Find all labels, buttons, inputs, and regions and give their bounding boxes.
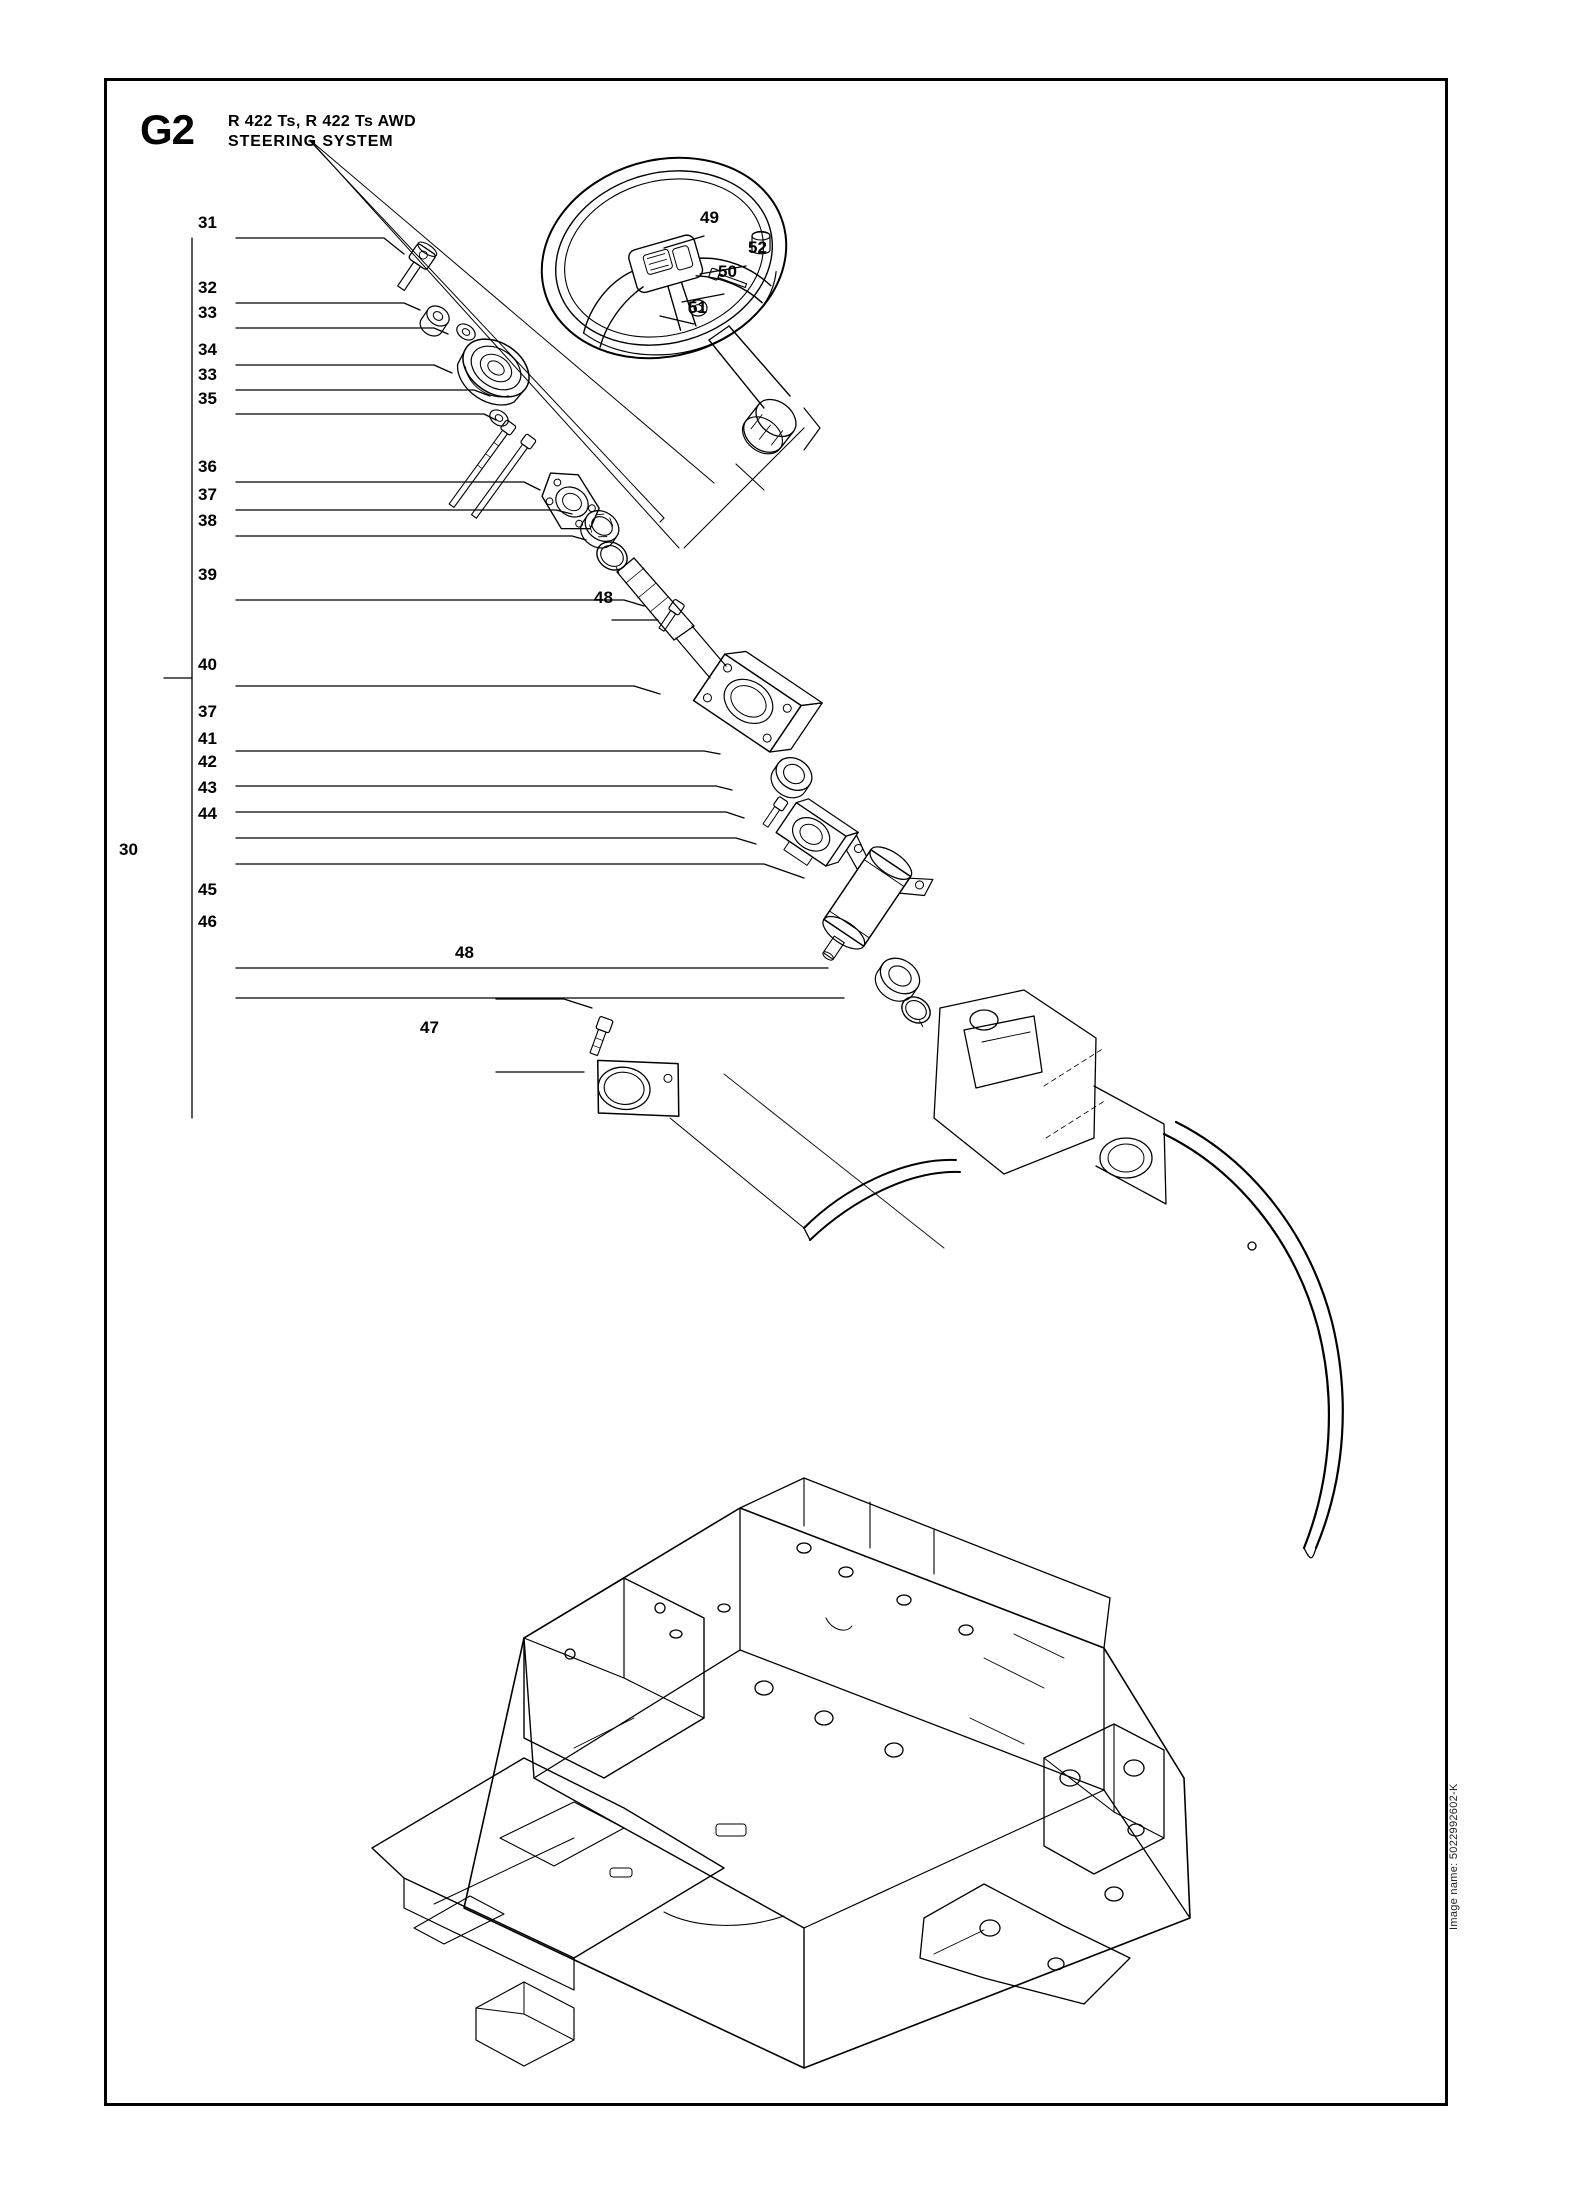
callout-33-second: 33 (198, 365, 217, 384)
callout-48-upper: 48 (594, 588, 613, 607)
image-name-label: Image name: 5022992602-K (1448, 1783, 1460, 1930)
callout-34: 34 (198, 340, 217, 359)
callout-36: 36 (198, 457, 217, 476)
callout-45: 45 (198, 880, 217, 899)
system-name: STEERING SYSTEM (228, 133, 394, 150)
callout-37-second: 37 (198, 702, 217, 721)
callout-37: 37 (198, 485, 217, 504)
callout-40: 40 (198, 655, 217, 674)
callout-46: 46 (198, 912, 217, 931)
callout-49: 49 (700, 208, 719, 227)
exploded-parts-drawing (104, 78, 1448, 2106)
callout-44: 44 (198, 804, 217, 823)
callout-51: 51 (688, 298, 707, 317)
callout-30: 30 (119, 840, 138, 859)
callout-39: 39 (198, 565, 217, 584)
callout-43: 43 (198, 778, 217, 797)
callout-48-lower: 48 (455, 943, 474, 962)
callout-38: 38 (198, 511, 217, 530)
callout-52: 52 (748, 238, 767, 257)
callout-33: 33 (198, 303, 217, 322)
callout-41: 41 (198, 729, 217, 748)
callout-42: 42 (198, 752, 217, 771)
section-code: G2 (140, 106, 195, 153)
callout-50: 50 (718, 262, 737, 281)
model-names: R 422 Ts, R 422 Ts AWD (228, 113, 417, 130)
callout-32: 32 (198, 278, 217, 297)
callout-35: 35 (198, 389, 217, 408)
callout-31: 31 (198, 213, 217, 232)
callout-47: 47 (420, 1018, 439, 1037)
